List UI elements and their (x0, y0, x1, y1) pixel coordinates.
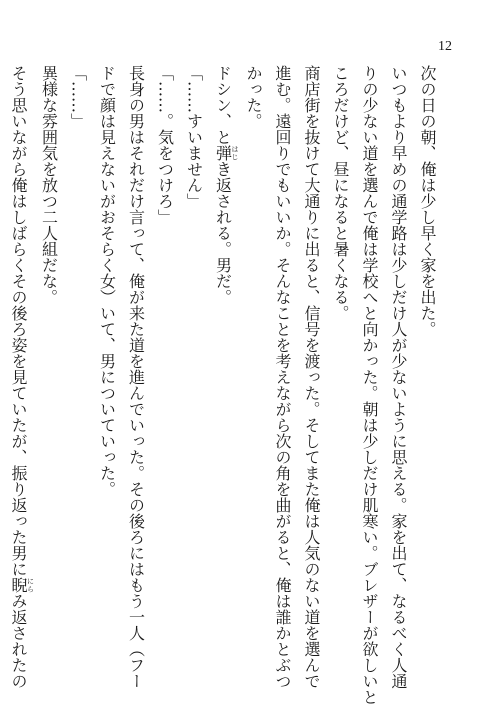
text-line: 長身の男はそれだけ言って、俺が来た道を進んでいった。その後ろにはもう一人（フー (126, 65, 146, 689)
text-line: 「……すいません」 (184, 65, 204, 209)
page-number: 12 (438, 39, 452, 54)
text-line: 次の日の朝、俺は少し早く家を出た。 (418, 65, 437, 337)
ruby-nirami: 睨にら (9, 577, 35, 593)
text-line: 商店街を抜けて大通りに出ると、信号を渡った。そしてまた俺は人気のない道を選んで (302, 65, 321, 689)
text-line: かった。 (244, 65, 263, 129)
text-line: ドシン、と弾はじき返される。男だ。 (213, 65, 239, 305)
text-line: 進む。遠回りでもいいか。そんなことを考えながら次の角を曲がると、俺は誰かとぶつ (273, 65, 292, 689)
novel-text-column-block (0, 65, 442, 705)
text-line: ころだけど、昼になると暑くなる。 (331, 65, 350, 321)
text-line: りの少ない道を選んで俺は学校へと向かった。朝は少しだけ肌寒い。ブレザーが欲しいと (360, 65, 379, 705)
text-line: 「……。気をつけろ」 (155, 65, 175, 225)
text-line: 「……」 (68, 65, 88, 129)
text-line: 異様な雰囲気を放つ二人組だな。 (39, 65, 59, 305)
ruby-hajiki: 弾はじ (213, 145, 239, 161)
text-line: ドで顔は見えないがおそらく女）いて、男についていった。 (97, 65, 117, 497)
text-line: いつもより早めの通学路は少しだけ人が少ないように思える。家を出て、なるべく人通 (389, 65, 408, 689)
text-line: そう思いながら俺はしばらくその後ろ姿を見ていたが、振り返った男に睨にらみ返されたの (9, 65, 35, 689)
